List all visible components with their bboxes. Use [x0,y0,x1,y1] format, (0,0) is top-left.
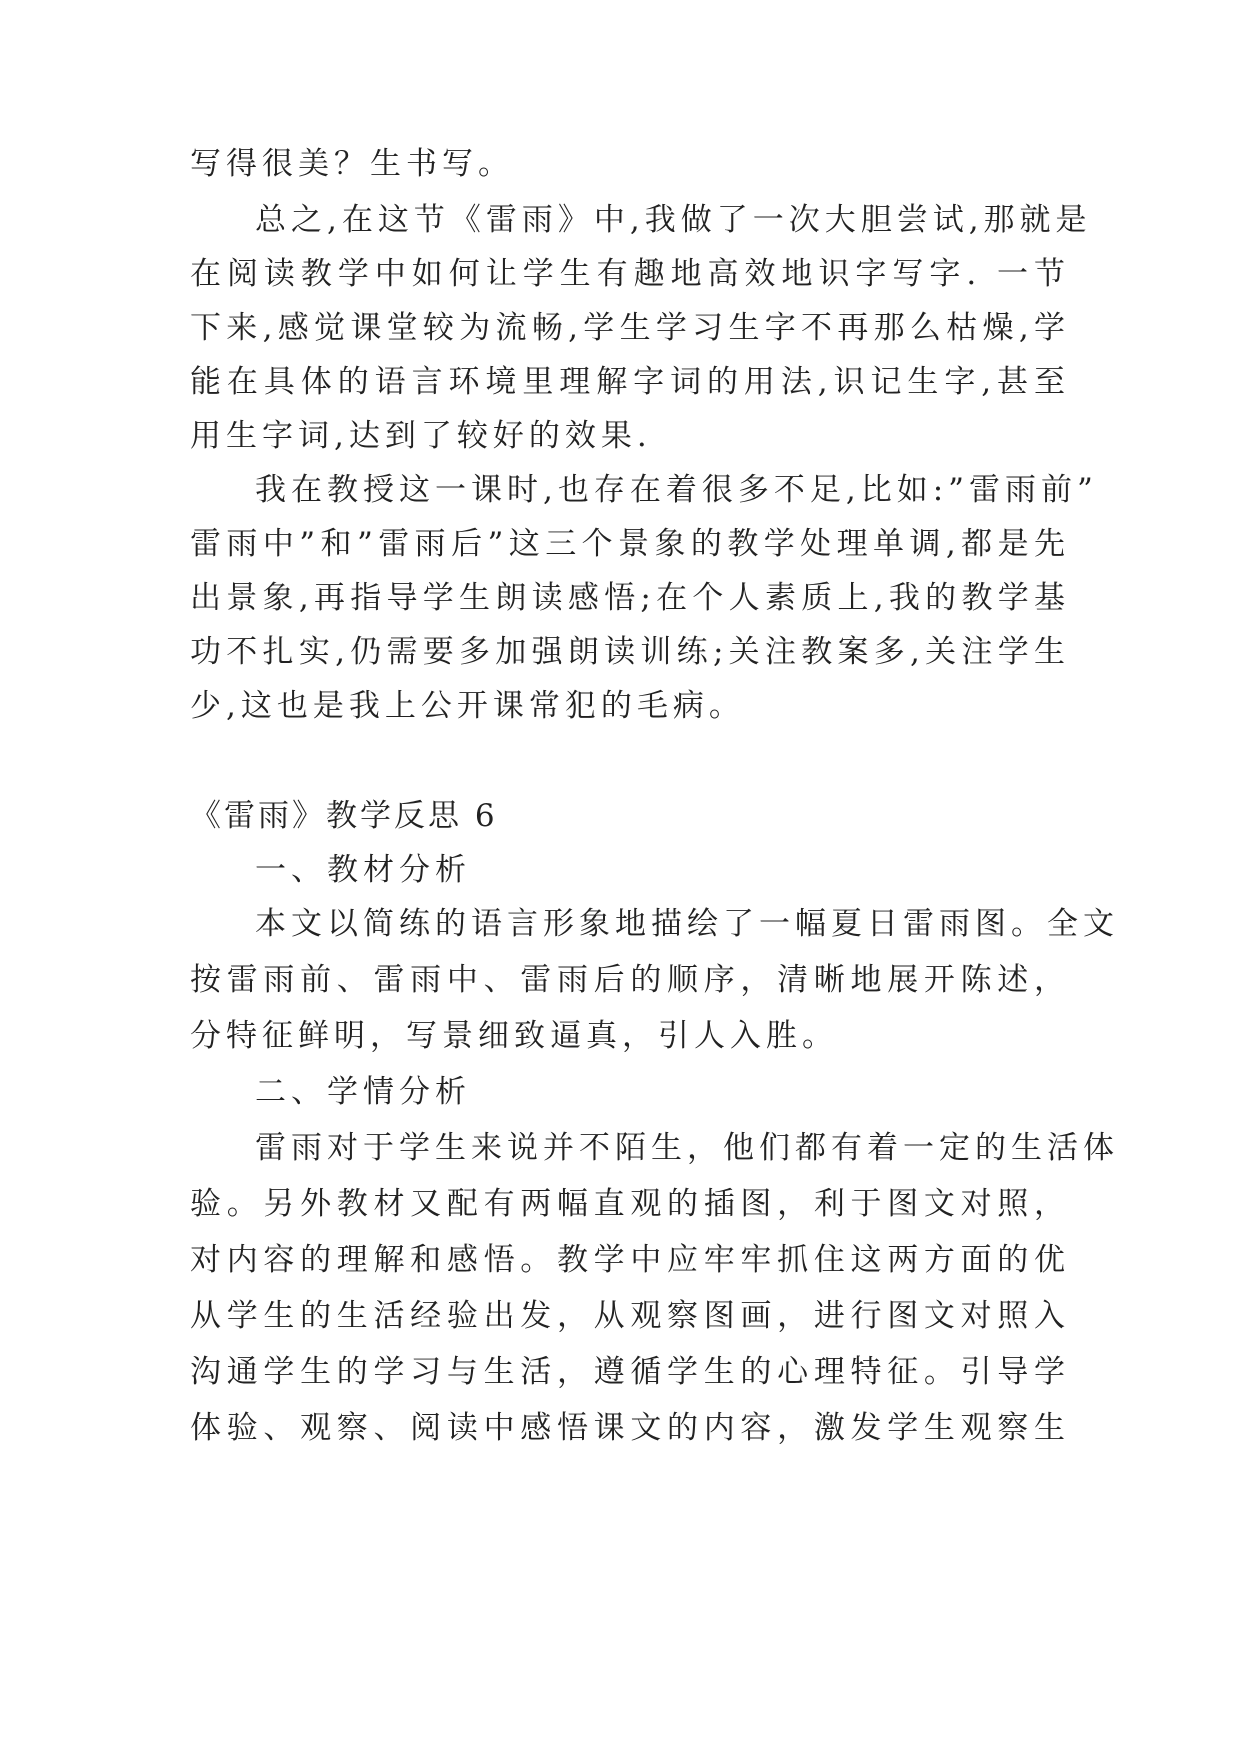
subheading: 一、教材分析 [255,852,471,888]
paragraph-line: 少,这也是我上公开课常犯的毛病。 [190,688,745,724]
paragraph-line: 我在教授这一课时,也存在着很多不足,比如:”雷雨前” [255,472,1098,508]
paragraph-line: 用生字词,达到了较好的效果. [190,418,652,454]
paragraph-line: 按雷雨前、雷雨中、雷雨后的顺序，清晰地展开陈述， [190,962,1070,998]
paragraph-line: 写得很美？生书写。 [190,146,514,182]
paragraph-line: 从学生的生活经验出发，从观察图画，进行图文对照入 [190,1298,1070,1334]
paragraph-line: 出景象,再指导学生朗读感悟;在个人素质上,我的教学基 [190,580,1070,616]
paragraph-line: 总之,在这节《雷雨》中,我做了一次大胆尝试,那就是 [255,202,1092,238]
paragraph-line: 验。另外教材又配有两幅直观的插图，利于图文对照， [190,1186,1070,1222]
paragraph-line: 体验、观察、阅读中感悟课文的内容，激发学生观察生 [190,1410,1070,1446]
paragraph-line: 功不扎实,仍需要多加强朗读训练;关注教案多,关注学生 [190,634,1070,670]
section-title: 《雷雨》教学反思 6 [190,798,498,834]
paragraph-line: 下来,感觉课堂较为流畅,学生学习生字不再那么枯燥,学 [190,310,1070,346]
paragraph-line: 在阅读教学中如何让学生有趣地高效地识字写字. 一节 [190,256,1070,292]
paragraph-line: 分特征鲜明，写景细致逼真，引人入胜。 [190,1018,838,1054]
paragraph-line: 本文以简练的语言形象地描绘了一幅夏日雷雨图。全文 [255,906,1119,942]
subheading: 二、学情分析 [255,1074,471,1110]
paragraph-line: 能在具体的语言环境里理解字词的用法,识记生字,甚至 [190,364,1070,400]
paragraph-line: 雷雨对于学生来说并不陌生，他们都有着一定的生活体 [255,1130,1119,1166]
paragraph-line: 对内容的理解和感悟。教学中应牢牢抓住这两方面的优 [190,1242,1070,1278]
paragraph-line: 沟通学生的学习与生活，遵循学生的心理特征。引导学 [190,1354,1070,1390]
paragraph-line: 雷雨中”和”雷雨后”这三个景象的教学处理单调,都是先 [190,526,1070,562]
